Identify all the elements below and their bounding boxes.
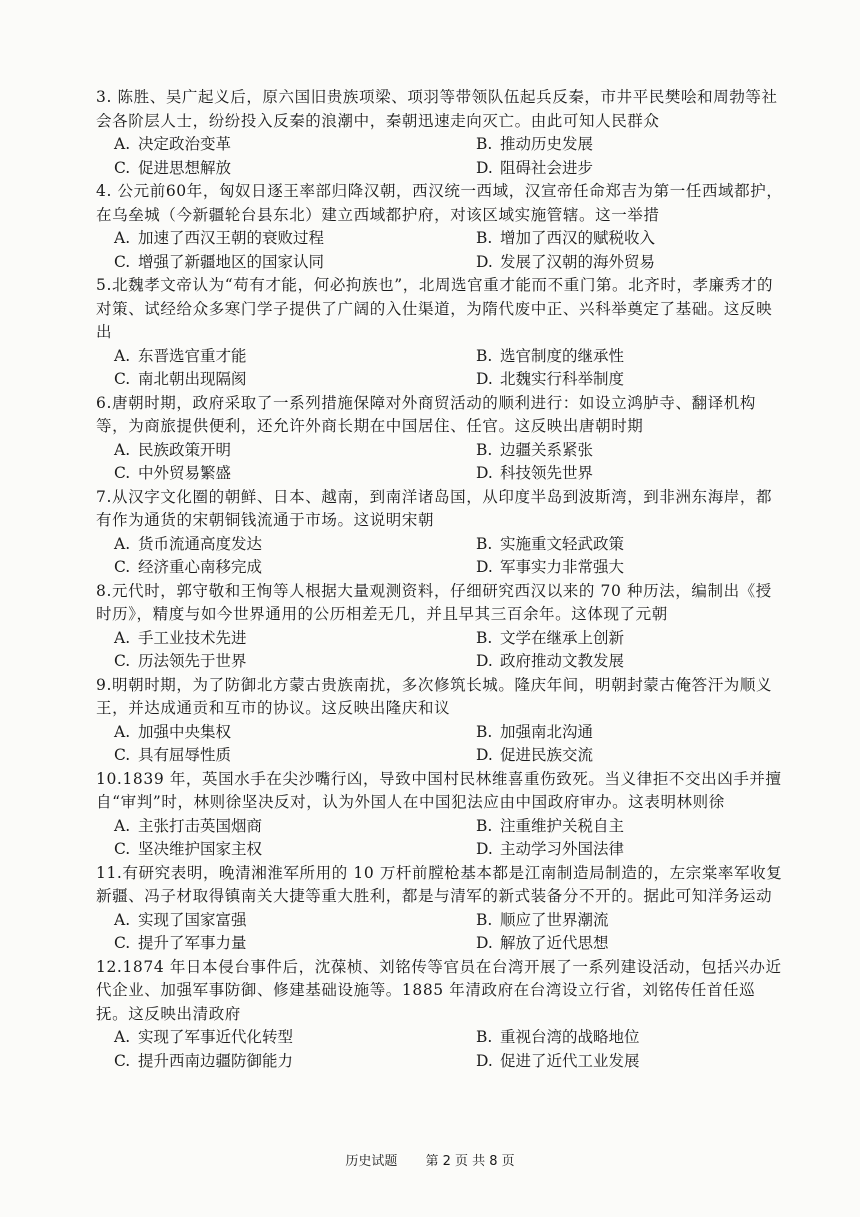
option-letter: B. [476,346,493,365]
option-b [476,345,804,369]
option-text: 边疆关系紧张 [500,440,594,459]
page-footer [0,1150,860,1169]
option-text: 提升了军事力量 [138,934,247,952]
option-text: 顺应了世界潮流 [500,910,609,929]
option-text: 南北朝出现隔阂 [138,370,247,388]
option-a [114,345,476,369]
question-7 [96,486,786,580]
option-c [114,744,476,768]
option-text: 加强中央集权 [138,722,232,741]
option-text: 主张打击英国烟商 [138,816,263,835]
option-letter: A. [114,816,131,835]
option-c [114,1050,476,1074]
question-3 [96,86,786,180]
option-letter: A. [114,534,131,553]
option-c [114,838,476,862]
question-stem: 5.北魏孝文帝认为“苟有才能，何必拘族也”，北周选官重才能而不重门第。北齐时，孝廉秀才的对策、试经给众多寒门学子提供了广阔的入仕渠道，为隋代废中正、兴科举奠定了基础。这反映出 [96,276,774,341]
option-d [476,251,804,275]
question-stem: 12.1874 年日本侵台事件后，沈葆桢、刘铭传等官员在台湾开展了一系列建设活动，包括兴办近代企业、加强军事防御、修建基础设施等。1885 年清政府在台湾设立行省，刘铭传任首任巡抚。这反映出清政府 [96,957,782,1023]
option-c [114,251,476,275]
option-text: 决定政治变革 [138,135,232,153]
option-letter: C. [114,934,131,952]
question-stem: 8.元代时，郭守敬和王恂等人根据大量观测资料，仔细研究西汉以来的 70 种历法，编制出《授时历》，精度与如今世界通用的公历相差无几，并且早其三百余年。这体现了元朝 [96,581,772,623]
option-text: 手工业技术先进 [138,628,247,647]
option-text: 军事实力非常强大 [500,558,625,576]
option-letter: D. [476,1051,493,1070]
option-text: 实施重文轻武政策 [500,534,625,553]
question-12 [96,956,786,1074]
option-c [114,556,476,580]
option-letter: B. [476,722,493,741]
option-b [476,533,804,557]
option-letter: B. [476,135,493,153]
option-text: 经济重心南移完成 [138,558,263,576]
answer-options [114,627,786,674]
question-5 [96,274,786,392]
answer-options [114,721,786,768]
option-letter: A. [114,440,131,459]
option-letter: D. [476,746,493,764]
footer-subject: 历史试题 [345,1154,398,1169]
option-letter: D. [476,158,493,177]
option-letter: D. [476,652,493,670]
option-b [476,439,804,463]
option-text: 实现了国家富强 [138,910,247,929]
option-a [114,721,476,745]
option-text: 选官制度的继承性 [500,346,625,365]
option-letter: A. [114,229,131,247]
option-a [114,533,476,557]
question-stem: 3. 陈胜、吴广起义后，原六国旧贵族项梁、项羽等带领队伍起兵反秦，市井平民樊哙和周勃等社会各阶层人士，纷纷投入反秦的浪潮中，秦朝迅速走向灭亡。由此可知人民群众 [96,88,778,130]
option-letter: A. [114,346,131,365]
option-text: 坚决维护国家主权 [138,840,263,858]
option-d [476,368,804,392]
option-text: 科技领先世界 [500,464,594,482]
option-letter: D. [476,252,493,271]
option-b [476,227,804,251]
option-a [114,909,476,933]
option-letter: D. [476,558,493,576]
option-letter: B. [476,910,493,929]
option-text: 加速了西汉王朝的衰败过程 [138,229,325,247]
option-letter: A. [114,628,131,647]
option-d [476,744,804,768]
question-4 [96,180,786,274]
option-c [114,157,476,181]
option-letter: A. [114,910,131,929]
option-text: 主动学习外国法律 [500,840,625,858]
option-letter: C. [114,840,131,858]
question-stem: 11.有研究表明，晚清湘淮军所用的 10 万杆前膛枪基本都是江南制造局制造的，左宗棠率军收复新疆、冯子材取得镇南关大捷等重大胜利，都是与清军的新式装备分不开的。据此可知洋务运动 [96,863,783,905]
option-b [476,627,804,651]
option-letter: C. [114,652,131,670]
option-text: 民族政策开明 [138,440,232,459]
answer-options [114,439,786,486]
option-text: 解放了近代思想 [500,934,609,952]
option-a [114,439,476,463]
option-d [476,462,804,486]
option-text: 实现了军事近代化转型 [138,1028,294,1046]
option-text: 历法领先于世界 [138,652,247,670]
question-stem: 7.从汉字文化圈的朝鲜、日本、越南，到南洋诸岛国，从印度半岛到波斯湾，到非洲东海岸，都有作为通货的宋朝铜钱流通于市场。这说明宋朝 [96,487,773,529]
option-letter: B. [476,628,493,647]
option-letter: D. [476,464,493,482]
question-6 [96,392,786,486]
option-d [476,932,804,956]
option-text: 阻碍社会进步 [500,158,594,177]
option-text: 中外贸易繁盛 [138,464,232,482]
option-text: 增加了西汉的赋税收入 [500,229,656,247]
option-text: 增强了新疆地区的国家认同 [138,252,325,271]
option-a [114,815,476,839]
option-letter: C. [114,464,131,482]
question-10 [96,768,786,862]
option-text: 东晋选官重才能 [138,346,247,365]
option-letter: B. [476,816,493,835]
option-d [476,556,804,580]
option-b [476,133,804,157]
option-d [476,838,804,862]
option-letter: C. [114,746,131,764]
option-text: 加强南北沟通 [500,722,594,741]
option-text: 北魏实行科举制度 [500,370,625,388]
question-stem: 9.明朝时期，为了防御北方蒙古贵族南扰，多次修筑长城。隆庆年间，明朝封蒙古俺答汗为顺义王，并达成通贡和互市的协议。这反映出隆庆和议 [96,675,773,717]
option-letter: D. [476,370,493,388]
option-letter: A. [114,135,131,153]
option-c [114,650,476,674]
option-letter: C. [114,558,131,576]
option-text: 注重维护关税自主 [500,816,625,835]
option-text: 重视台湾的战略地位 [500,1028,640,1046]
option-text: 促进了近代工业发展 [500,1051,640,1070]
option-text: 促进思想解放 [138,158,232,177]
answer-options [114,1026,786,1073]
option-d [476,650,804,674]
option-c [114,368,476,392]
option-letter: A. [114,722,131,741]
option-letter: D. [476,934,493,952]
option-letter: B. [476,534,493,553]
answer-options [114,909,786,956]
option-a [114,133,476,157]
option-a [114,1026,476,1050]
option-text: 推动历史发展 [500,135,594,153]
option-text: 提升西南边疆防御能力 [138,1051,294,1070]
option-text: 货币流通高度发达 [138,534,263,553]
option-text: 促进民族交流 [500,746,594,764]
question-stem: 4. 公元前60年，匈奴日逐王率部归降汉朝，西汉统一西域，汉宣帝任命郑吉为第一任西域都护，在乌垒城（今新疆轮台县东北）建立西域都护府，对该区域实施管辖。这一举措 [96,182,783,224]
option-c [114,462,476,486]
option-text: 文学在继承上创新 [500,628,625,647]
option-letter: B. [476,1028,493,1046]
question-8 [96,580,786,674]
answer-options [114,133,786,180]
option-letter: B. [476,440,493,459]
question-stem: 10.1839 年，英国水手在尖沙嘴行凶，导致中国村民林维喜重伤致死。当义律拒不交出凶手并擅自“审判”时，林则徐坚决反对，认为外国人在中国犯法应由中国政府审办。这表明林则徐 [96,769,782,811]
answer-options [114,345,786,392]
question-9 [96,674,786,768]
question-11 [96,862,786,956]
option-letter: C. [114,158,131,177]
question-list [96,86,786,1073]
option-a [114,627,476,651]
answer-options [114,533,786,580]
option-c [114,932,476,956]
option-b [476,721,804,745]
option-b [476,1026,804,1050]
footer-page-number: 第 2 页 共 8 页 [425,1154,515,1169]
option-text: 具有屈辱性质 [138,746,232,764]
option-letter: B. [476,229,493,247]
option-b [476,815,804,839]
option-text: 发展了汉朝的海外贸易 [500,252,656,271]
option-letter: D. [476,840,493,858]
option-letter: C. [114,1051,131,1070]
answer-options [114,815,786,862]
option-letter: A. [114,1028,131,1046]
option-b [476,909,804,933]
question-stem: 6.唐朝时期，政府采取了一系列措施保障对外商贸活动的顺利进行：如设立鸿胪寺、翻译机构等，为商旅提供便利，还允许外商长期在中国居住、任官。这反映出唐朝时期 [96,393,756,435]
option-a [114,227,476,251]
option-text: 政府推动文教发展 [500,652,625,670]
answer-options [114,227,786,274]
option-d [476,157,804,181]
option-letter: C. [114,252,131,271]
option-letter: C. [114,370,131,388]
option-d [476,1050,804,1074]
